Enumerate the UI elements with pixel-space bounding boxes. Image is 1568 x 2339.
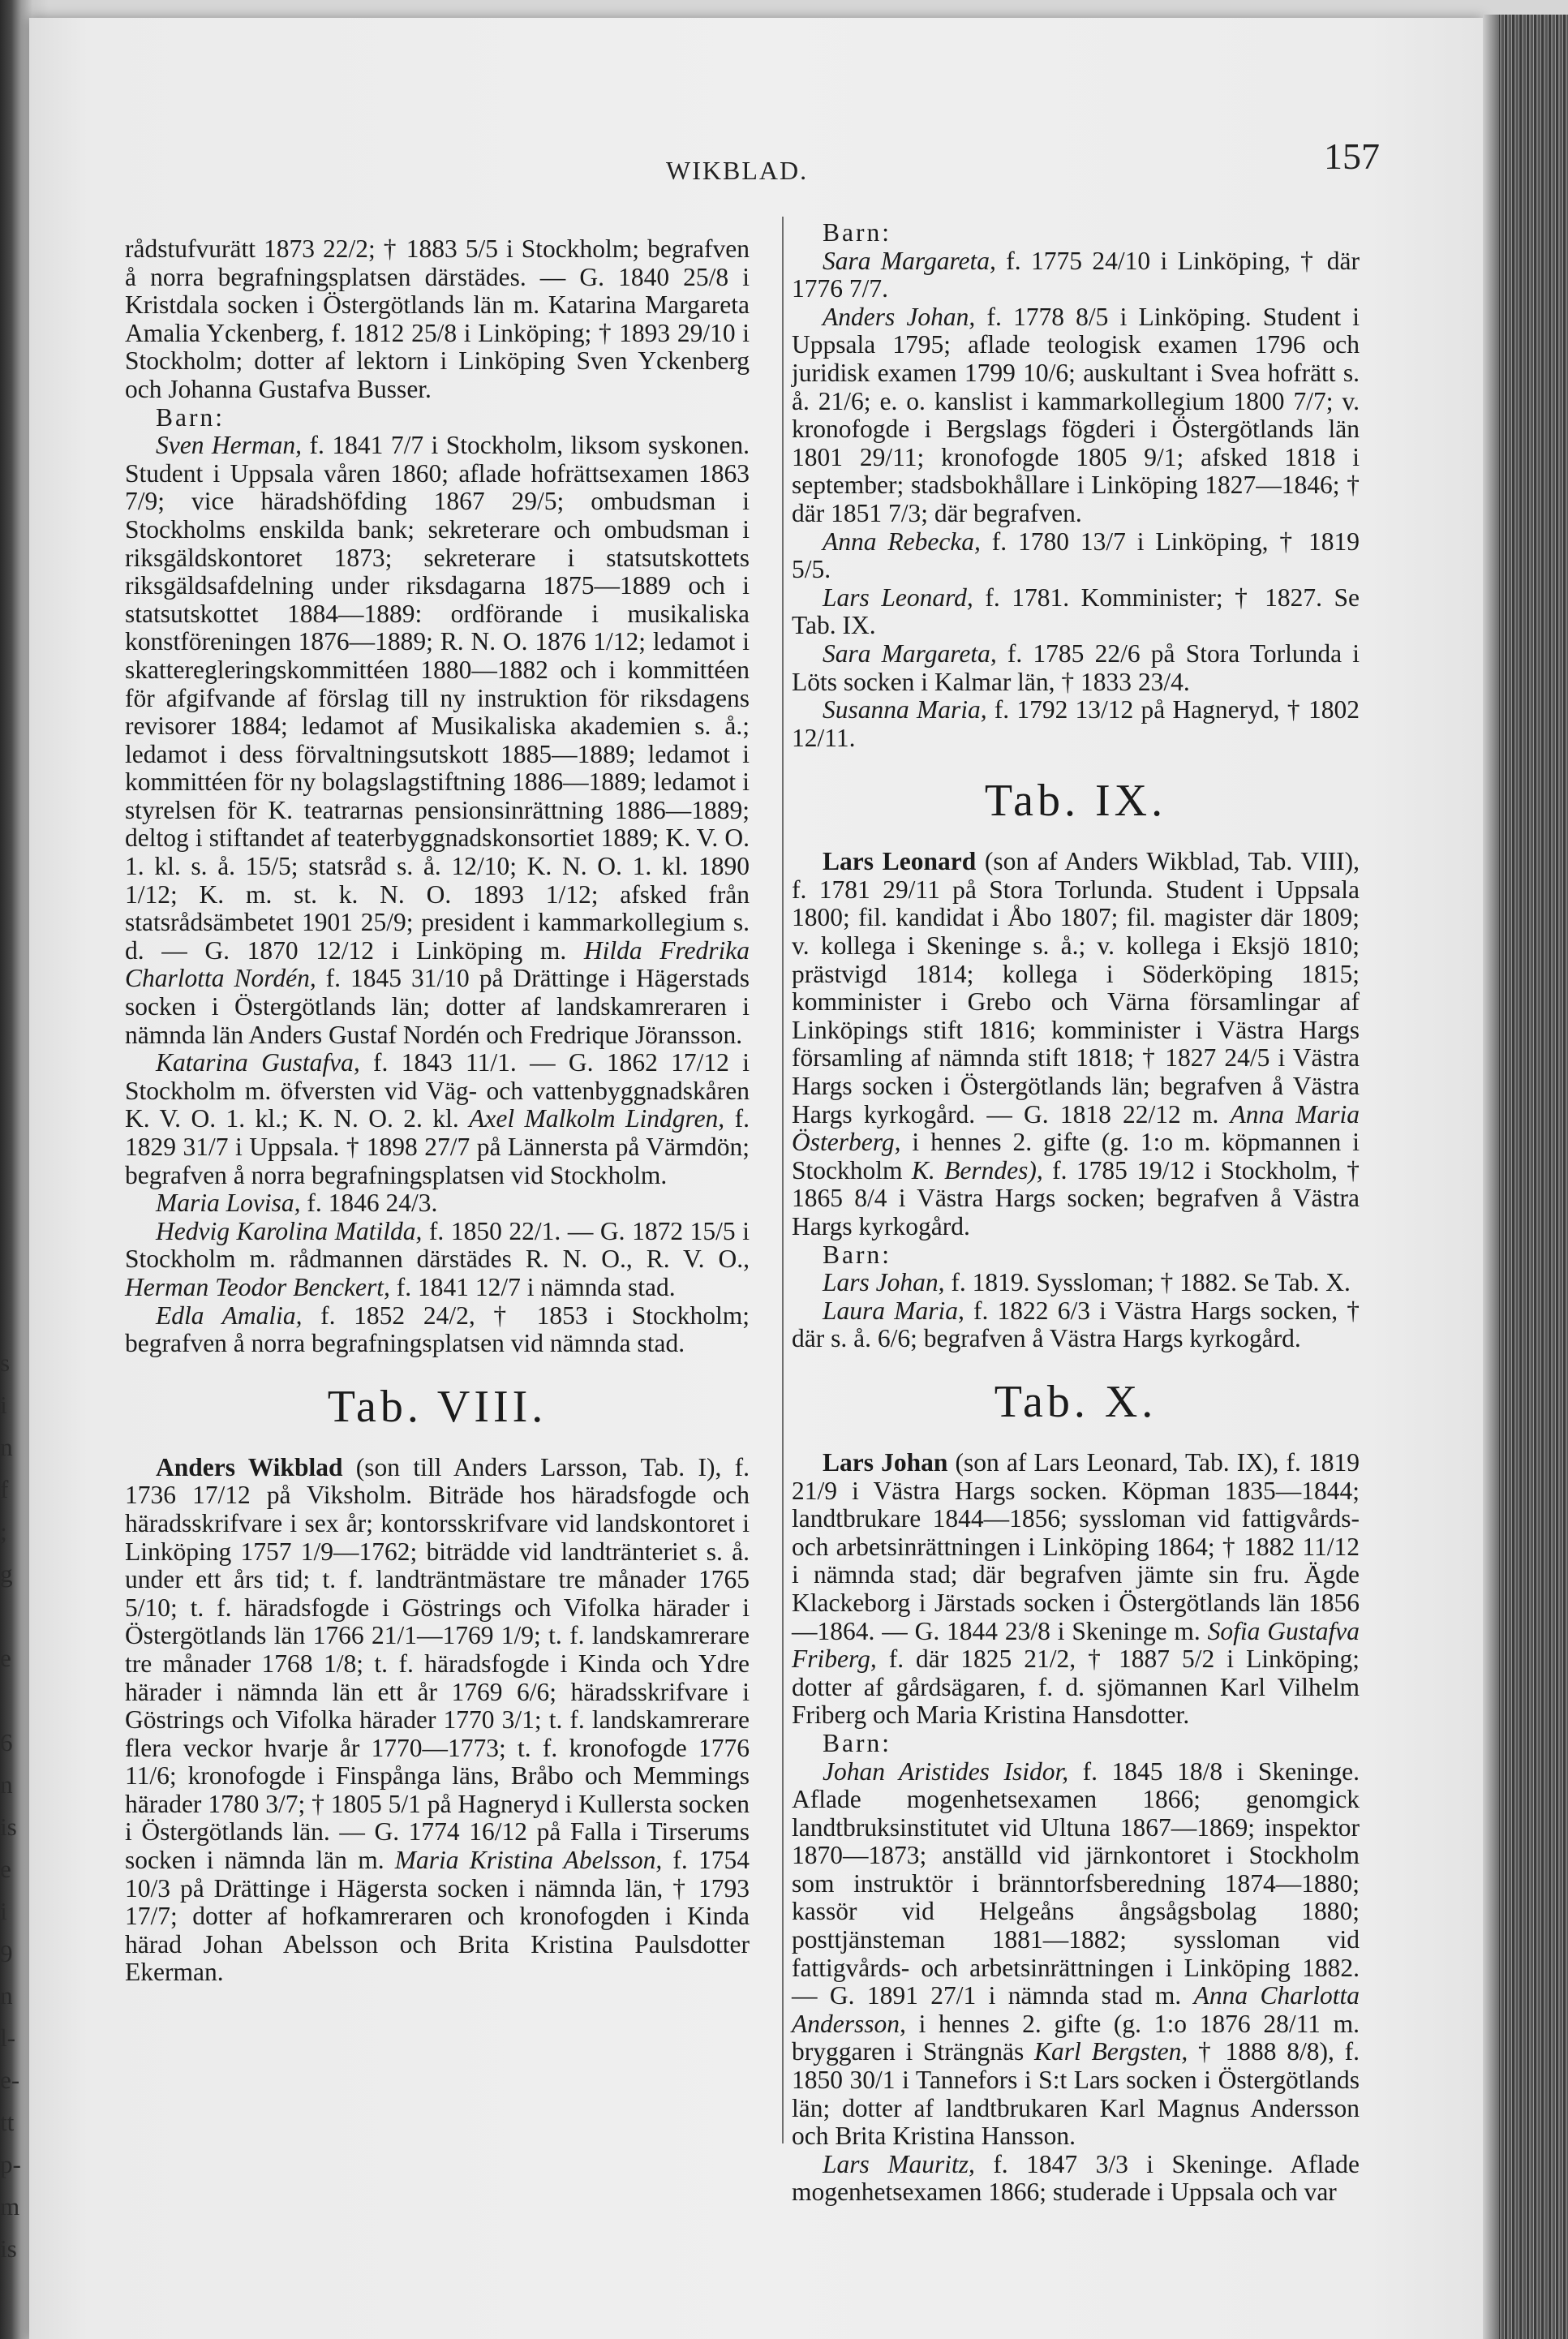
child-text: f. 1850 22/1. — G. 1872 15/5 i Stockholm m. rådmannen därstädes R. N. O., R. V. O., [125,1216,750,1274]
child-text: f. 1785 22/6 på Stora Torlunda i Löts socken i Kalmar län, † 1833 23/4. [792,638,1360,696]
margin-fragment: i [0,1391,7,1419]
child-entry [792,2151,1360,2207]
children-heading: Barn: [156,402,225,432]
spouse-name: Herman Teodor Benckert, [125,1272,390,1301]
child-text: f. 1829 31/7 i Uppsala. † 1898 27/7 på Lännersta på Värmdön; begrafven å norra begrafningsplatsen vid Stockholm. [125,1104,750,1189]
margin-fragment: i [0,1897,7,1925]
section-heading-tab-viii: Tab. VIII. [327,1381,548,1432]
child-name: Sara Margareta, [823,638,997,668]
margin-fragment: p- [0,2150,21,2178]
child-name: Sara Margareta, [823,246,996,275]
margin-fragment: tt [0,2108,15,2136]
child-entry [792,584,1360,640]
entry-name: Anders Wikblad [156,1452,343,1481]
entry-text: f. 1754 10/3 på Drättinge i Hägersta socken i nämnda län, † 1793 17/7; dotter af hofkamreraren och kronofogden i Kinda härad Johan Abelsson och Brita Kristina Paulsdotter Ekerman. [125,1846,750,1987]
spouse-name: Anna Maria Österberg, [792,1099,1360,1157]
child-entry [125,1049,750,1189]
entry-text: (son af Lars Leonard, Tab. IX), f. 1819 21/9 i Västra Hargs socken. Köpman 1835—1844; landtbrukare 1844—1856; syssloman vid fattigvårds- och arbetsinrättningen i Linköping 1864; † 1882 11/12 i nämnda stad; där begrafven jämte sin fru. Ägde Klackeborg i Järstads socken i Östergötlands län 1856—1864. — G. 1844 23/8 i Skeninge m. [792,1447,1360,1645]
left-column [125,235,750,1987]
child-text: f. 1841 7/7 i Stockholm, liksom syskonen. Student i Uppsala våren 1860; aflade hofrättsexamen 1863 7/9; vice häradshöfding 1867 29/5; ombudsman i Stockholms enskilda bank; sekreterare och ombudsman i riksgäldskontoret 1873; sekreterare i statsutskottets riksgäldsafdelning under riksdagarna 1875—1889 och i statsutskottet 1884—1889: ordförande i musikaliska konstföreningen 1876—1889; R. N. O. 1876 1/12; ledamot i skatteregleringskommittéen 1880—1882 och i kommittéen för afgifvande af förslag till ny instruktion för riksdagens revisorer 1884; ledamot af Musikaliska akademien s. å.; ledamot i dess förvaltningsutskott 1885—1889; ledamot i kommittéen för ny bolagslagstiftning 1886—1889; ledamot i styrelsen för K. teatrarnas pensionsinrättning 1886—1889; deltog i stiftandet af teaterbyggnadskonsortiet 1889; K. V. O. 1. kl. s. å. 15/5; statsråd s. å. 12/10; K. N. O. 1. kl. 1890 1/12; K. m. st. k. N. O. 1893 1/12; afsked från statsrådsämbetet 1901 25/9; president i kammarkollegium s. d. — G. 1870 12/12 i Linköping m. [125,431,750,965]
spouse-name: Anna Charlotta Andersson, [792,1981,1360,2038]
margin-fragment: e- [0,2066,20,2094]
child-text: f. 1778 8/5 i Linköping. Student i Uppsala 1795; aflade teologisk examen 1796 och juridisk examen 1799 10/6; auskultant i Svea hofrätt s. å. 21/6; e. o. kanslist i kammarkollegium 1800 7/7; v. kronofogde i Bergslags fögderi i Östergötlands län 1801 29/11; kronofogde 1805 9/1; afsked 1818 i september; stadsbokhållare i Linköping 1827—1846; † där 1851 7/3; där begrafven. [792,302,1360,527]
entry-name: Lars Leonard [823,847,977,876]
child-name: Lars Leonard, [823,583,973,612]
child-name: Laura Maria, [823,1296,964,1325]
margin-fragment [0,1684,28,1726]
child-name: Maria Lovisa, [156,1189,301,1218]
child-text: f. 1852 24/2, † 1853 i Stockholm; begrafven å norra begrafningsplatsen vid nämnda stad. [125,1301,750,1358]
child-entry [792,696,1360,752]
margin-fragment: 6 [0,1728,13,1756]
genealogy-entry [792,1449,1360,1730]
entry-text: f. 1785 19/12 i Stockholm, † 1865 8/4 i Västra Hargs socken; begrafven å Västra Hargs kyrkogård. [792,1155,1360,1240]
margin-fragment: m [0,2192,20,2221]
margin-fragment: n [0,1770,13,1799]
child-text: f. 1792 13/12 på Hagneryd, † 1802 12/11. [792,695,1360,752]
child-text: f. 1845 31/10 på Drättinge i Hägerstads socken i Östergötlands län; dotter af landskamreraren i nämnda län Anders Gustaf Nordén och Fredrique Jöransson. [125,964,750,1049]
book-page [29,18,1483,2339]
child-entry [792,247,1360,303]
child-name: Lars Johan, [823,1268,945,1297]
children-heading: Barn: [823,218,891,247]
child-text: f. 1843 11/1. — G. 1862 17/12 i Stockholm m. öfversten vid Väg- och vattenbyggnadskåren K. V. O. 1. kl.; K. N. O. 2. kl. [125,1048,750,1133]
entry-text: i hennes 2. gifte (g. 1:o m. köpmannen i Stockholm [792,1128,1360,1185]
child-entry [792,1297,1360,1353]
child-name: Katarina Gustafva, [156,1048,360,1077]
margin-fragment: f [0,1475,9,1503]
section-heading-tab-x: Tab. X. [994,1376,1158,1427]
entry-text: (son till Anders Larsson, Tab. I), f. 1736 17/12 på Viksholm. Biträde hos häradsfogde och häradsskrifvare i sex år; kontorsskrifvare vid landskontoret i Linköping 1757 1/9—1762; biträdde vid landtränteriet s. å. under ett års tid; t. f. landträntmästare tre månader 1765 5/10; t. f. häradsfogde i Göstrings och Vifolka härader i Östergötlands län 1766 21/1—1769 1/9; t. f. landskamrerare tre månader 1768 1/8; t. f. häradsfogde i Kinda och Ydre härader i nämnda län ett år 1769 6/6; häradsskrifvare i Göstrings och Vifolka härader 1770 3/1; t. f. landskamrerare flera veckor hvarje år 1770—1773; t. f. kronofogde 1776 11/6; kronofogde i Finspånga läns, Bråbo och Memmings härader 1780 3/7; † 1805 5/1 på Hagneryd i Kullersta socken i Östergötlands län. — G. 1774 16/12 på Falla i Tirserums socken i nämnda län m. [125,1452,750,1875]
genealogy-entry [125,1454,750,1987]
column-divider [782,217,784,2143]
child-entry [792,1269,1360,1297]
spouse-name: Sofia Gustafva Friberg, [792,1616,1360,1674]
former-spouse-name: Karl Bergsten, [1034,2037,1188,2066]
margin-fragment: ; [0,1517,7,1546]
child-entry [792,640,1360,696]
child-text: f. 1781. Komminister; † 1827. Se Tab. IX. [792,583,1360,640]
margin-fragment: g [0,1559,13,1588]
margin-fragment: is [0,1812,17,1841]
margin-fragment [0,1600,28,1642]
margin-fragment: s [0,1348,11,1377]
spouse-name: Hilda Fredrika Charlotta Nordén, [125,935,750,993]
child-text: f. 1819. Syssloman; † 1882. Se Tab. X. [944,1268,1351,1297]
child-entry [792,303,1360,528]
margin-fragment: e [0,1855,11,1883]
page-number: 157 [1324,135,1380,177]
child-text: f. 1847 3/3 i Skeninge. Aflade mogenhetsexamen 1866; studerade i Uppsala och var [792,2149,1360,2207]
child-name: Anna Rebecka, [823,527,981,556]
child-entry [125,1218,750,1302]
entry-text: f. där 1825 21/2, † 1887 5/2 i Linköping; dotter af gårdsägaren, f. d. sjömannen Karl Vilhelm Friberg och Maria Kristina Hansdotter. [792,1645,1360,1730]
child-name: Susanna Maria, [823,695,987,724]
running-head: WIKBLAD. [666,156,809,185]
child-entry [792,1758,1360,2151]
child-name: Anders Johan, [823,302,976,331]
margin-fragment: 9 [0,1939,13,1967]
margin-fragment: is [0,2234,17,2263]
entry-name: Lars Johan [823,1447,948,1477]
child-entry [792,528,1360,584]
child-text: f. 1780 13/7 i Linköping, † 1819 5/5. [792,527,1360,584]
child-entry [125,1302,750,1358]
child-name: Hedvig Karolina Matilda, [156,1216,423,1245]
child-text: f. 1846 24/3. [300,1189,438,1218]
entry-text: (son af Anders Wikblad, Tab. VIII), f. 1781 29/11 på Stora Torlunda. Student i Uppsala 1800; fil. kandidat i Åbo 1807; fil. magister där 1809; v. kollega i Skeninge s. å.; v. kollega i Eksjö 1810; prästvigd 1814; kollega i Söderköping 1815; komminister i Grebo och Värna församlingar af Linköpings stift 1816; komminister i Västra Hargs församling af nämnda stift 1818; † 1827 24/5 i Västra Hargs socken i Östergötlands län; begrafven å Västra Hargs kyrkogård. — G. 1818 22/12 m. [792,847,1360,1129]
children-heading: Barn: [823,1240,891,1269]
child-entry [125,432,750,1049]
child-name: Lars Mauritz, [823,2149,975,2178]
spouse-name: Maria Kristina Abelsson, [394,1846,663,1875]
child-text: f. 1841 12/7 i nämnda stad. [389,1272,676,1301]
children-heading: Barn: [823,1728,891,1757]
genealogy-entry [792,848,1360,1240]
right-column [792,219,1360,2207]
child-text: f. 1822 6/3 i Västra Hargs socken, † där s. å. 6/6; begrafven å Västra Hargs kyrkogård. [792,1296,1360,1353]
child-text: i hennes 2. gifte (g. 1:o 1876 28/11 m. bryggaren i Strängnäs [792,2009,1360,2066]
child-name: Sven Herman, [156,431,303,460]
book-page-edges [1483,15,1568,2339]
child-text: † 1888 8/8), f. 1850 30/1 i Tannefors i S:t Lars socken i Östergötlands län; dotter af landtbrukaren Karl Magnus Andersson och Brita Kristina Hansson. [792,2037,1360,2151]
continued-paragraph: rådstufvurätt 1873 22/2; † 1883 5/5 i Stockholm; begrafven å norra begrafningsplatsen därstädes. — G. 1840 25/8 i Kristdala socken i Östergötlands län m. Katarina Margareta Amalia Yckenberg, f. 1812 25/8 i Linköping; † 1893 29/10 i Stockholm; dotter af lektorn i Linköping Sven Yckenberg och Johanna Gustafva Busser. [125,234,750,403]
child-text: f. 1775 24/10 i Linköping, † där 1776 7/7. [792,246,1360,303]
child-name: Edla Amalia, [156,1301,303,1330]
child-text: f. 1845 18/8 i Skeninge. Aflade mogenhetsexamen 1866; genomgick landtbruksinstitutet vid Ultuna 1867—1869; inspektor 1870—1873; anställd vid järnkontoret i Stockholm som instruktör i bränntorfsberedning 1874—1880; kassör vid Helgeåns ångsågsbolag 1880; posttjänsteman 1881—1882; syssloman vid fattigvårds- och arbetsinrättningen i Linköping 1882. — G. 1891 27/1 i nämnda stad m. [792,1756,1360,2010]
margin-fragment: l- [0,2023,15,2052]
margin-fragment: n [0,1981,13,2010]
former-spouse-name: K. Berndes), [911,1155,1043,1185]
spouse-name: Axel Malkolm Lindgren, [469,1104,725,1133]
margin-fragment: e [0,1644,11,1672]
section-heading-tab-ix: Tab. IX. [984,776,1167,827]
child-entry [125,1189,750,1218]
child-name: Johan Aristides Isidor, [823,1756,1069,1786]
previous-page-margin-fragments [0,1347,28,2263]
margin-fragment: n [0,1433,13,1461]
